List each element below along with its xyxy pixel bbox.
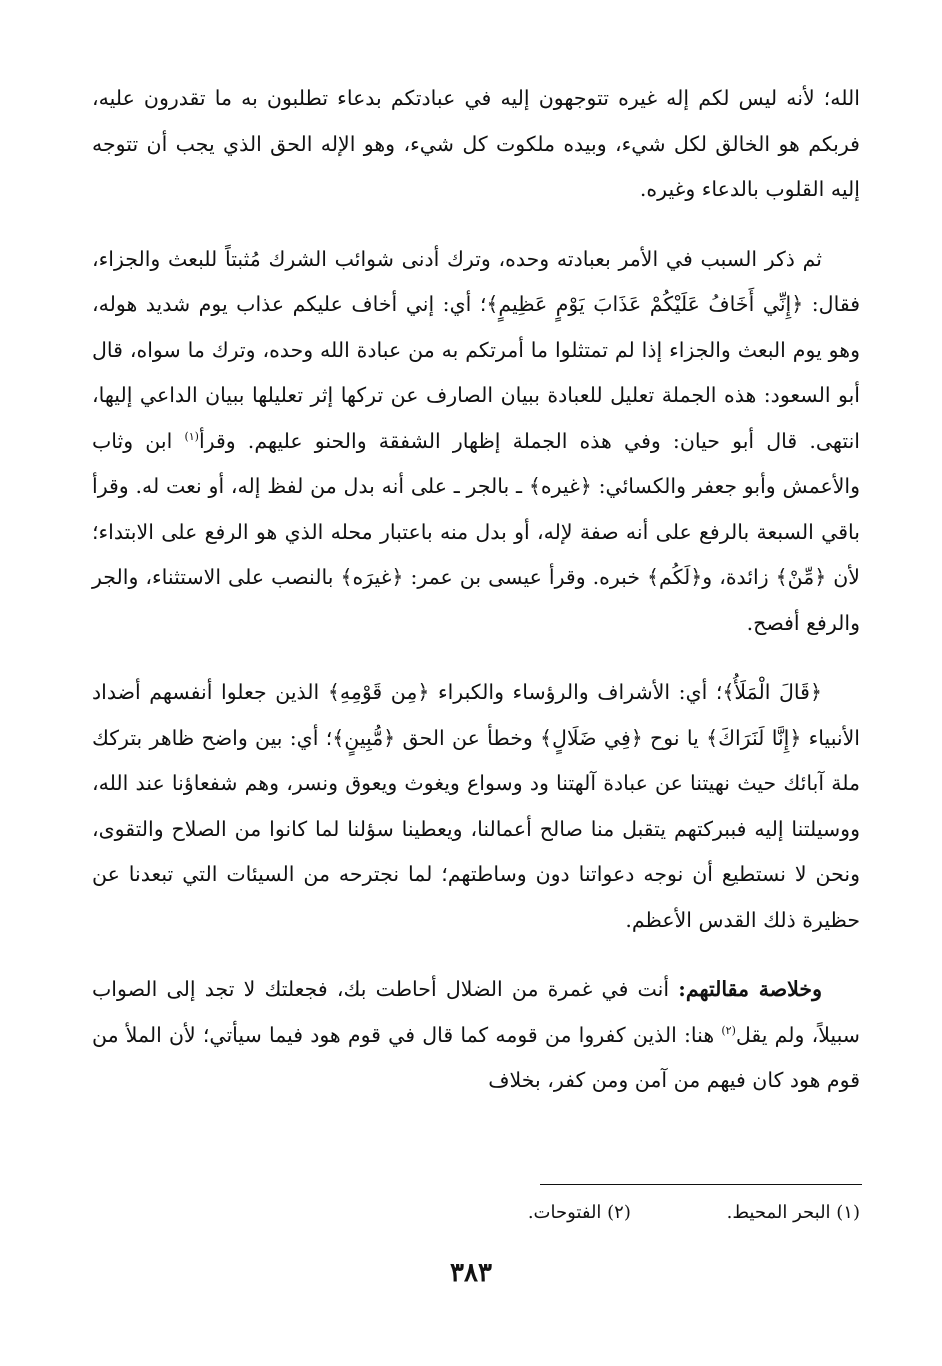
footnote-1: (١) البحر المحيط.: [726, 1202, 860, 1223]
paragraph-1: [92, 76, 860, 213]
footnote-divider: [540, 1184, 862, 1185]
paragraph-4-text-cont: هنا: الذين كفروا من قومه كما قال في قوم هود فيما سيأتي؛ لأن الملأ من قوم هود كان فيهم من آمن ومن كفر، بخلاف: [92, 1022, 860, 1092]
paragraph-2-text: ثم ذكر السبب في الأمر بعبادته وحده، وترك أدنى شوائب الشرك مُثبتاً للبعث والجزاء، فقال: ﴿إِنِّي أَخَافُ عَلَيْكُمْ عَذَابَ يَوْمٍ عَظِيمٍ﴾؛ أي: إني أخاف عليكم عذاب يوم شديد هوله، وهو يوم البعث والجزاء إذا لم تمتثلوا ما أمرتكم به من عبادة الله وحده، وترك ما سواه، قال أبو السعود: هذه الجملة تعليل للعبادة ببيان الصارف عن تركها إثر تعليلها ببيان الداعي إليها، انتهى. قال أبو حيان: وفي هذه الجملة إظهار الشفقة والحنو عليهم. وقرأ: [92, 246, 860, 453]
footnote-mark-2[interactable]: (٢): [721, 1023, 736, 1037]
footnote-2: (٢) الفتوحات.: [527, 1202, 631, 1223]
paragraph-4-text: أنت في غمرة من الضلال أحاطت بك، فجعلتك لا تجد إلى الصواب سبيلاً، ولم يقل: [92, 977, 860, 1047]
paragraph-2-text-cont: ابن وثاب والأعمش وأبو جعفر والكسائي: ﴿غيره﴾ ـ بالجر ـ على أنه بدل من لفظ إله، أو نعت له. وقرأ باقي السبعة بالرفع على أنه صفة لإله، أو بدل منه باعتبار محله الذي هو الرفع على الابتداء؛ لأن ﴿مِّنْ﴾ زائدة، و﴿لَكُم﴾ خبره. وقرأ عيسى بن عمر: ﴿غيرَه﴾ بالنصب على الاستثناء، والجر والرفع أفصح.: [92, 428, 860, 635]
footnotes: [300, 1198, 860, 1228]
main-text: [92, 76, 860, 1128]
paragraph-3-text: ﴿قَالَ الْمَلَأُ﴾؛ أي: الأشراف والرؤساء والكبراء ﴿مِن قَوْمِهِ﴾ الذين جعلوا أنفسهم أضداد الأنبياء ﴿إِنَّا لَنَرَاكَ﴾ يا نوح ﴿فِي ضَلَالٍ﴾ وخطأ عن الحق ﴿مُّبِينٍ﴾؛ أي: بين واضح ظاهر بتركك ملة آبائك حيث نهيتنا عن عبادة آلهتنا ود وسواع ويغوث ويعوق ونسر، وهم شفعاؤنا عند الله، ووسيلتنا إليه فببركتهم يتقبل منا صالح أعمالنا، ويعطينا سؤلنا لما كانوا من الصلاح والتقوى، ونحن لا نستطيع أن نوجه دعواتنا دون وساطتهم؛ لما نجترحه من السيئات التي تبعدنا عن حظيرة ذلك القدس الأعظم.: [92, 680, 860, 932]
paragraph-3: [92, 670, 860, 943]
paragraph-1-text: الله؛ لأنه ليس لكم إله غيره تتوجهون إليه في عبادتكم بدعاء تطلبون به ما تقدرون عليه، فربكم هو الخالق لكل شيء، وبيده ملكوت كل شيء، وهو الإله الحق الذي يجب أن تتوجه إليه القلوب بالدعاء وغيره.: [92, 86, 860, 201]
footnote-mark-1[interactable]: (١): [184, 429, 199, 443]
summary-heading: وخلاصة مقالتهم:: [678, 977, 822, 1001]
paragraph-2: [92, 237, 860, 647]
page-number: ٣٨٣: [450, 1258, 492, 1288]
paragraph-4: [92, 967, 860, 1104]
